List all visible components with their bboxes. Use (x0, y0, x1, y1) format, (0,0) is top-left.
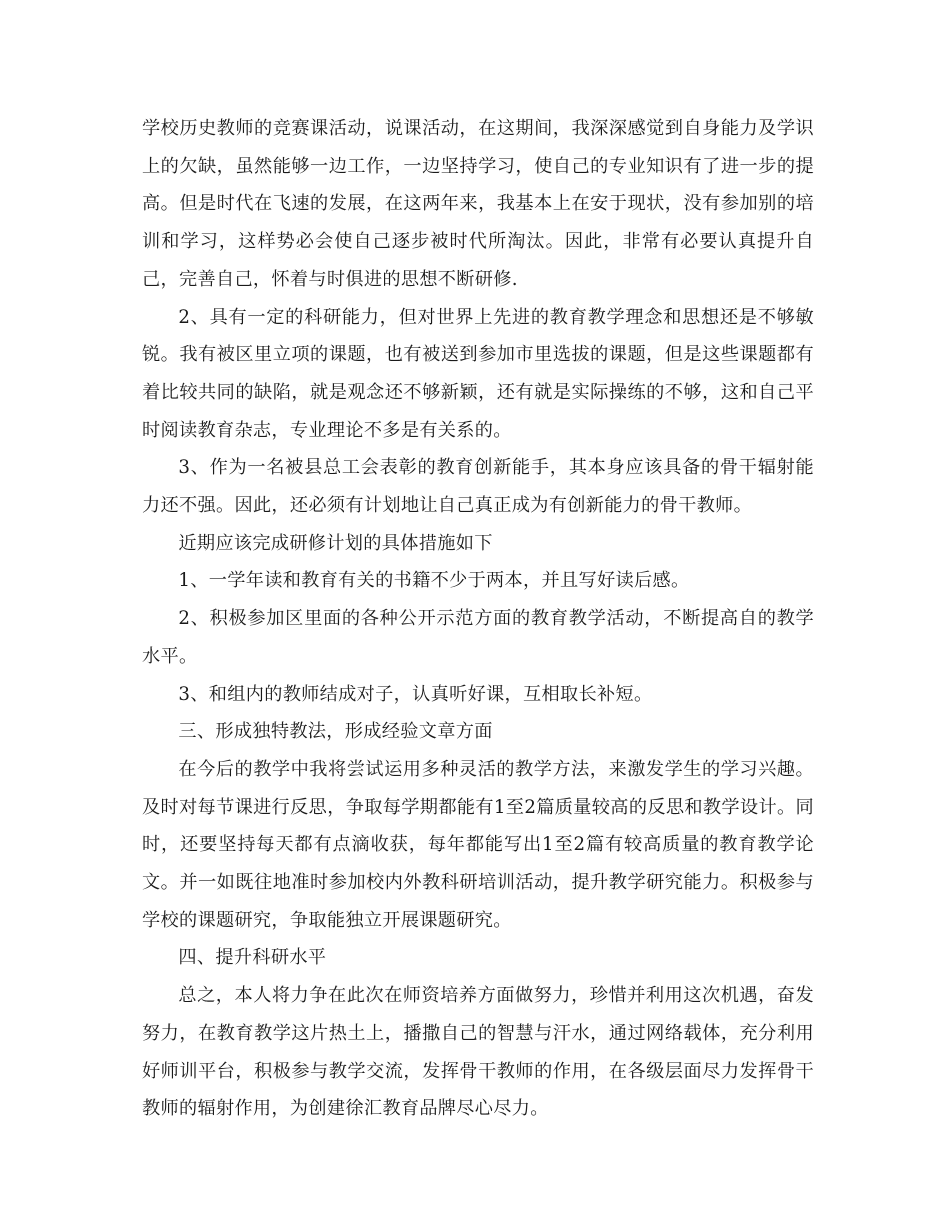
section-heading-4: 四、提升科研水平 (178, 947, 327, 969)
paragraph-3: 3、作为一名被县总工会表彰的教育创新能手，其本身应该具备的骨干辐射能力还不强。因此，还必须有计划地让自己真正成为有创新能力的骨干教师。 (142, 457, 814, 517)
section-heading-3: 三、形成独特教法，形成经验文章方面 (178, 721, 493, 743)
paragraph-5: 1、一学年读和教育有关的书籍不少于两本，并且写好读后感。 (178, 570, 690, 592)
paragraph-4: 近期应该完成研修计划的具体措施如下 (178, 532, 493, 554)
paragraph-2: 2、具有一定的科研能力，但对世界上先进的教育教学理念和思想还是不够敏锐。我有被区里立项的课题，也有被送到参加市里选拔的课题，但是这些课题都有着比较共同的缺陷，就是观念还不够新颖，还有就是实际操练的不够，这和自己平时阅读教育杂志，专业理论不多是有关系的。 (142, 306, 814, 441)
document-body (142, 110, 814, 1128)
paragraph-1: 学校历史教师的竞赛课活动，说课活动，在这期间，我深深感觉到自身能力及学识上的欠缺，虽然能够一边工作，一边坚持学习，使自己的专业知识有了进一步的提高。但是时代在飞速的发展，在这两年来，我基本上在安于现状，没有参加别的培训和学习，这样势必会使自己逐步被时代所淘汰。因此，非常有必要认真提升自己，完善自己，怀着与时俱进的思想不断研修. (142, 118, 814, 290)
paragraph-6: 2、积极参加区里面的各种公开示范方面的教育教学活动，不断提高自的教学水平。 (142, 608, 814, 667)
paragraph-7: 3、和组内的教师结成对子，认真听好课，互相取长补短。 (178, 683, 653, 705)
paragraph-11: 总之，本人将力争在此次在师资培养方面做努力，珍惜并利用这次机遇，奋发努力，在教育教学这片热土上，播撒自己的智慧与汗水，通过网络载体，充分利用好师训平台，积极参与教学交流，发挥骨干教师的作用，在各级层面尽力发挥骨干教师的辐射作用，为创建徐汇教育品牌尽心尽力。 (142, 985, 814, 1120)
paragraph-9: 在今后的教学中我将尝试运用多种灵活的教学方法，来激发学生的学习兴趣。及时对每节课进行反思，争取每学期都能有1至2篇质量较高的反思和教学设计。同时，还要坚持每天都有点滴收获，每年都能写出1至2篇有较高质量的教育教学论文。并一如既往地准时参加校内外教科研培训活动，提升教学研究能力。积极参与学校的课题研究，争取能独立开展课题研究。 (142, 758, 814, 931)
